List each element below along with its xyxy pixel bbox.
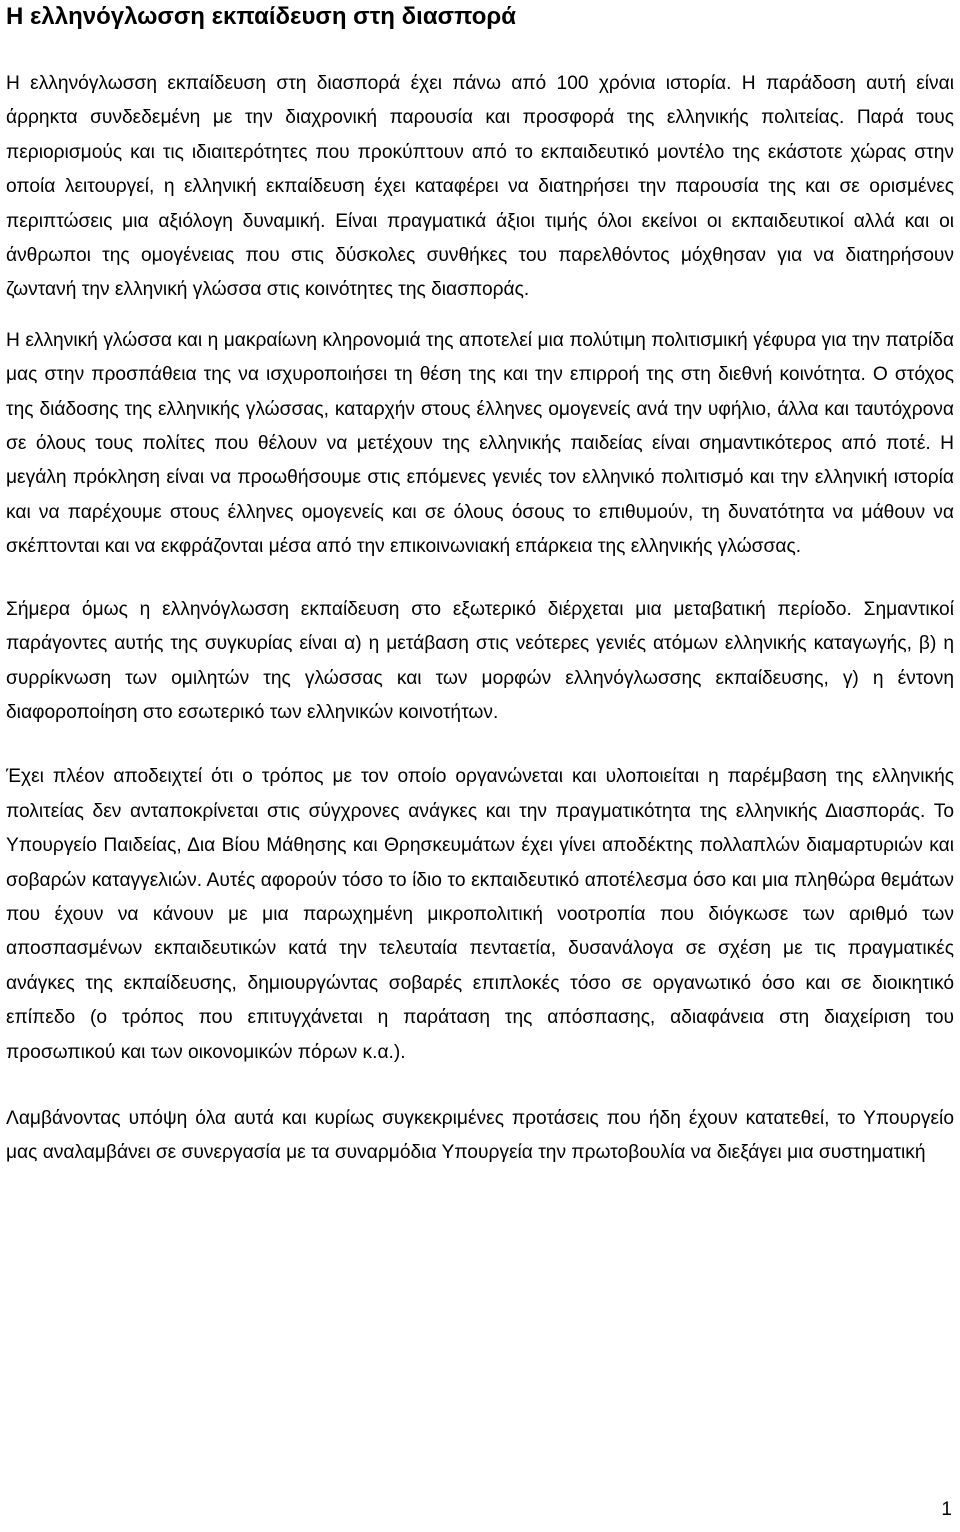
page-number: 1 [941,1499,952,1520]
paragraph-initiative: Λαμβάνοντας υπόψη όλα αυτά και κυρίως συγκεκριμένες προτάσεις που ήδη έχουν κατατεθεί, το Υπουργείο μας αναλαμβάνει σε συνεργασία με τα συναρμόδια Υπουργεία την πρωτοβουλία να διεξάγει μια συστηματική [6,1107,954,1164]
paragraph-transition: Σήμερα όμως η ελληνόγλωσση εκπαίδευση στο εξωτερικό διέρχεται μια μεταβατική περίοδο. Σημαντικοί παράγοντες αυτής της συγκυρίας είναι α) η μετάβαση στις νεότερες γενιές ατόμων ελληνικής καταγωγής, β) η συρρίκνωση των ομιλητών της γλώσσας και των μορφών ελληνόγλωσσης εκπαίδευσης, γ) η έντονη διαφοροποίηση στο εσωτερικό των ελληνικών κοινοτήτων. [6,598,954,723]
document-page [6,0,954,1171]
paragraph-language-bridge: Η ελληνική γλώσσα και η μακραίωνη κληρονομιά της αποτελεί μια πολύτιμη πολιτισμική γέφυρα για την πατρίδα μας στην προσπάθεια της να ισχυροποιήσει τη θέση της και την επιρροή της στη διεθνή κοινότητα. Ο στόχος της διάδοσης της ελληνικής γλώσσας, καταρχήν στους έλληνες ομογενείς ανά την υφήλιο, άλλα και ταυτόχρονα σε όλους τους πολίτες που θέλουν να μετέχουν της ελληνικής παιδείας είναι σημαντικότερος από ποτέ. Η μεγάλη πρόκληση είναι να προωθήσουμε στις επόμενες γενιές τον ελληνικό πολιτισμό και την ελληνική ιστορία και να παρέχουμε στους έλληνες ομογενείς και σε όλους όσους το επιθυμούν, τη δυνατότητα να μάθουν να σκέπτονται και να εκφράζονται μέσα από την επικοινωνιακή επάρκεια της ελληνικής γλώσσας. [6,329,954,558]
paragraph-history: Η ελληνόγλωσση εκπαίδευση στη διασπορά έχει πάνω από 100 χρόνια ιστορία. Η παράδοση αυτή είναι άρρηκτα συνδεδεμένη με την διαχρονική παρουσία και προσφορά της ελληνικής πολιτείας. Παρά τους περιορισμούς και τις ιδιαιτερότητες που προκύπτουν από το εκπαιδευτικό μοντέλο της εκάστοτε χώρας στην οποία λειτουργεί, η ελληνική εκπαίδευση έχει καταφέρει να διατηρήσει την παρουσία της και σε ορισμένες περιπτώσεις μια αξιόλογη δυναμική. Είναι πραγματικά άξιοι τιμής όλοι εκείνοι οι εκπαιδευτικοί αλλά και οι άνθρωποι της ομογένειας που στις δύσκολες συνθήκες του παρελθόντος μόχθησαν για να διατηρήσουν ζωντανή την ελληνική γλώσσα στις κοινότητες της διασποράς. [6,73,954,301]
document-title: Η ελληνόγλωσση εκπαίδευση στη διασπορά [6,3,516,30]
paragraph-criticism: Έχει πλέον αποδειχτεί ότι ο τρόπος με τον οποίο οργανώνεται και υλοποιείται η παρέμβαση της ελληνικής πολιτείας δεν ανταποκρίνεται στις σύγχρονες ανάγκες και την πραγματικότητα της ελληνικής Διασποράς. Το Υπουργείο Παιδείας, Δια Βίου Μάθησης και Θρησκευμάτων έχει γίνει αποδέκτης πολλαπλών διαμαρτυριών και σοβαρών καταγγελιών. Αυτές αφορούν τόσο το ίδιο το εκπαιδευτικό αποτέλεσμα όσο και μια πληθώρα θεμάτων που έχουν να κάνουν με μια παρωχημένη μικροπολιτική νοοτροπία που διόγκωσε των αριθμό των αποσπασμένων εκπαιδευτικών κατά την τελευταία πενταετία, δυσανάλογα σε σχέση με τις πραγματικές ανάγκες της εκπαίδευσης, δημιουργώντας σοβαρές επιπλοκές τόσο σε οργανωτικό όσο και σε διοικητικό επίπεδο (ο τρόπος που επιτυγχάνεται η παράταση της απόσπασης, αδιαφάνεια στη διαχείριση του προσωπικού και των οικονομικών πόρων κ.α.). [6,766,954,1063]
